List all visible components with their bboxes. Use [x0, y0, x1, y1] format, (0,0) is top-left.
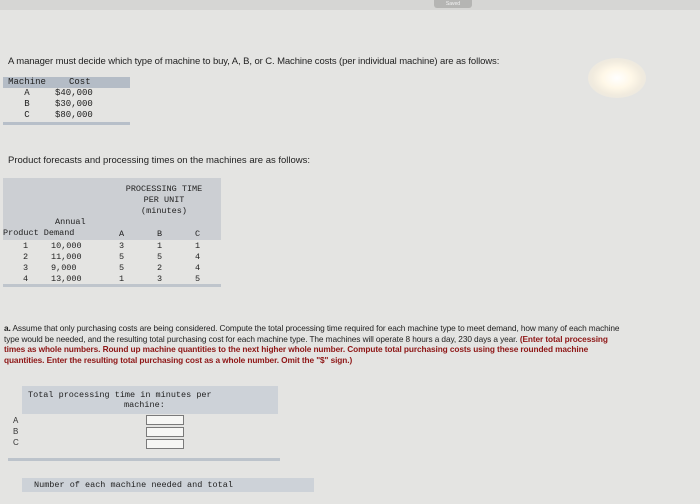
product-cell: 1	[23, 241, 29, 251]
product-demand-label: Product Demand	[3, 228, 75, 238]
cost-column-header: Cost	[69, 77, 91, 87]
machine-cost-table	[3, 77, 130, 125]
processing-time-answer-header	[22, 386, 278, 414]
answer-label-b: B	[13, 427, 19, 436]
col-b-header: B	[157, 229, 163, 239]
time-a-cell: 5	[119, 263, 125, 273]
forecast-intro: Product forecasts and processing times on the machines are as follows:	[8, 155, 311, 166]
table-divider	[3, 122, 130, 125]
time-a-cell: 5	[119, 252, 125, 262]
col-a-header: A	[119, 229, 125, 239]
product-cell: 2	[23, 252, 29, 262]
machine-a-time-input[interactable]	[146, 415, 184, 425]
table-row	[3, 241, 221, 252]
machines-needed-header: Number of each machine needed and total	[22, 478, 314, 492]
question-instructions: (Enter total processing times as whole numbers. Round up machine quantities to the next higher whole number. Compute total purchasing costs using these rounded machine quantities. Enter the resulting total purchasing cost as a whole number. Omit the "$" sign.)	[4, 333, 608, 365]
title-line: PROCESSING TIME	[125, 184, 203, 194]
time-b-cell: 1	[157, 241, 163, 251]
time-a-cell: 3	[119, 241, 125, 251]
table-row	[3, 263, 221, 274]
answer-row-labels	[13, 415, 19, 448]
answer-label-c: C	[13, 438, 19, 447]
machine-c-time-input[interactable]	[146, 439, 184, 449]
cost-row	[3, 110, 130, 121]
top-bar	[0, 0, 700, 10]
question-a	[4, 323, 622, 365]
processing-time-table	[3, 178, 221, 290]
time-b-cell: 5	[157, 252, 163, 262]
time-a-cell: 1	[119, 274, 125, 284]
cost-row	[3, 88, 130, 99]
machine-cell: C	[24, 110, 30, 120]
time-c-cell: 1	[195, 241, 201, 251]
machine-b-time-input[interactable]	[146, 427, 184, 437]
time-c-cell: 4	[195, 263, 201, 273]
cost-cell: $40,000	[55, 88, 93, 98]
time-c-cell: 4	[195, 252, 201, 262]
machine-column-header: Machine	[8, 77, 46, 87]
time-b-cell: 3	[157, 274, 163, 284]
title-line: PER UNIT	[143, 195, 185, 205]
annual-label: Annual	[55, 217, 86, 227]
time-c-cell: 5	[195, 274, 201, 284]
demand-cell: 10,000	[51, 241, 82, 251]
table-divider	[3, 284, 221, 287]
product-cell: 4	[23, 274, 29, 284]
demand-cell: 9,000	[51, 263, 77, 273]
answer-label-a: A	[13, 416, 19, 425]
cost-row	[3, 99, 130, 110]
machine-cell: B	[24, 99, 30, 109]
answer-header-line: machine:	[124, 400, 165, 410]
time-b-cell: 2	[157, 263, 163, 273]
question-prefix: a.	[4, 323, 11, 333]
demand-cell: 13,000	[51, 274, 82, 284]
saved-badge: Saved	[434, 0, 472, 8]
col-c-header: C	[195, 229, 201, 239]
cost-table-header	[3, 77, 130, 88]
demand-cell: 11,000	[51, 252, 82, 262]
processing-rows	[3, 241, 221, 285]
demand-header	[3, 217, 103, 239]
table-row	[3, 252, 221, 263]
cost-cell: $30,000	[55, 99, 93, 109]
machine-cell: A	[24, 88, 30, 98]
machine-column-headers	[111, 229, 219, 240]
problem-intro: A manager must decide which type of machine to buy, A, B, or C. Machine costs (per individual machine) are as follows:	[8, 56, 500, 67]
question-text: Assume that only purchasing costs are being considered. Compute the total processing time required for each machine type to meet demand, how many of each machine type would be needed, and the resulting total purchasing cost for each machine type. The machines will operate 8 hours a day, 230 days a year.	[4, 323, 620, 344]
answer-header-line: Total processing time in minutes per	[28, 390, 212, 400]
screen-glare	[588, 58, 646, 98]
title-line: (minutes)	[141, 206, 187, 216]
product-cell: 3	[23, 263, 29, 273]
processing-time-title	[109, 184, 219, 217]
answer-divider	[8, 458, 280, 461]
cost-cell: $80,000	[55, 110, 93, 120]
